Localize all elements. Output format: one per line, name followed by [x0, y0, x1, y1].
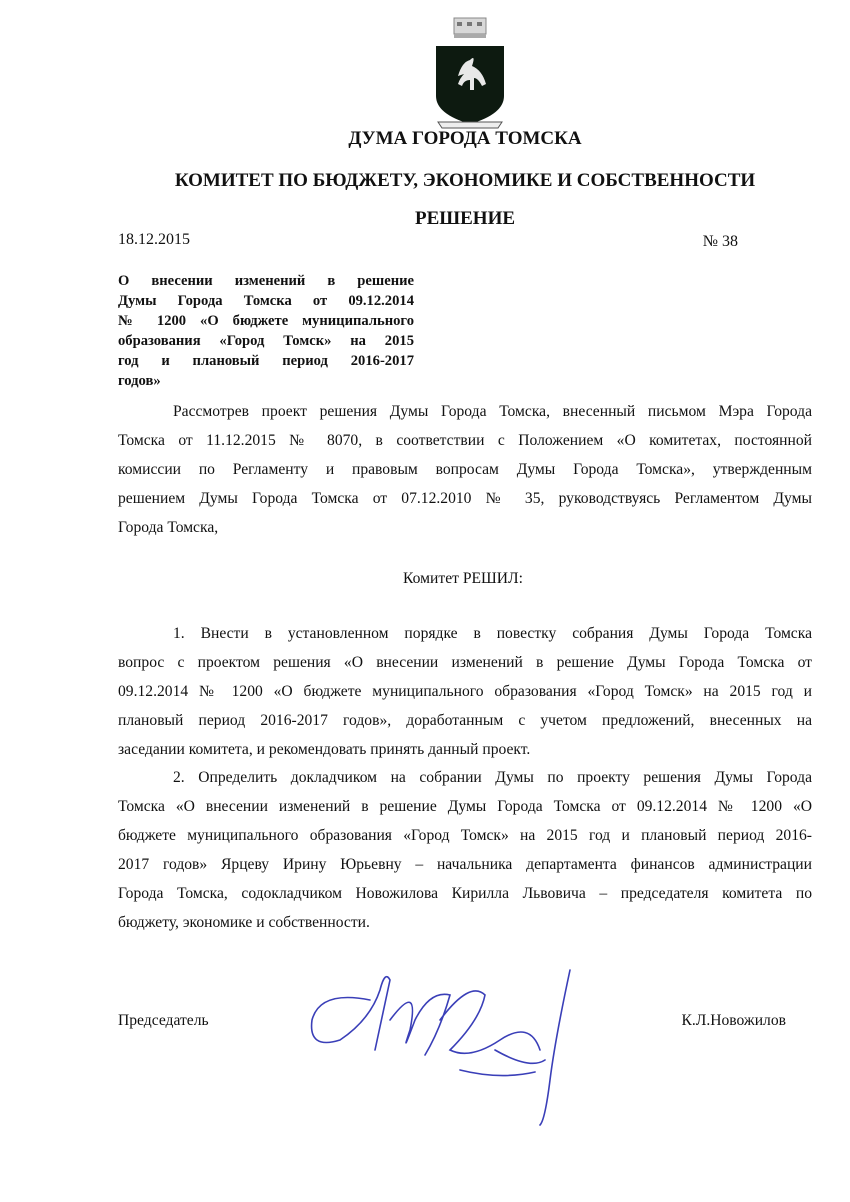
document-type: РЕШЕНИЕ — [414, 208, 516, 229]
subject-line: О внесении изменений в решение — [118, 273, 414, 289]
text-line: комиссии по Регламенту и правовым вопросам Думы Города Томска», утвержденным — [118, 461, 812, 478]
preamble-paragraph — [118, 397, 812, 542]
document-number: № 38 — [702, 233, 738, 250]
text-line: плановый период 2016-2017 годов», доработанным с учетом предложений, внесенных на — [118, 712, 812, 729]
signatory-role: Председатель — [118, 1012, 209, 1029]
item-2-paragraph — [118, 763, 812, 937]
text-line: Томска «О внесении изменений в решение Думы Города Томска от 09.12.2014 № 1200 «О — [118, 798, 812, 815]
resolved-heading: Комитет РЕШИЛ: — [403, 570, 523, 587]
subject-line: годов» — [118, 373, 161, 389]
text-line: Томска от 11.12.2015 № 8070, в соответствии с Положением «О комитетах, постоянной — [118, 432, 812, 449]
subject-block — [118, 271, 414, 391]
subject-line: № 1200 «О бюджете муниципального — [118, 313, 414, 329]
text-line: 2017 годов» Ярцеву Ирину Юрьевну – начальника департамента финансов администрации — [118, 856, 812, 873]
text-line: вопрос с проектом решения «О внесении изменений в решение Думы Города Томска от — [118, 654, 812, 671]
document-date: 18.12.2015 — [118, 231, 190, 248]
text-line: Рассмотрев проект решения Думы Города Томска, внесенный письмом Мэра Города — [173, 403, 812, 420]
text-line: заседании комитета, и рекомендовать принять данный проект. — [118, 741, 531, 758]
text-line: Города Томска, содокладчиком Новожилова Кирилла Львовича – председателя комитета по — [118, 885, 812, 902]
subject-line: Думы Города Томска от 09.12.2014 — [118, 293, 414, 309]
organization-title: ДУМА ГОРОДА ТОМСКА — [348, 128, 582, 149]
subject-line: образования «Город Томск» на 2015 — [118, 333, 414, 349]
text-line: решением Думы Города Томска от 07.12.2010 № 35, руководствуясь Регламентом Думы — [118, 490, 812, 507]
text-line: 1. Внести в установленном порядке в повестку собрания Думы Города Томска — [173, 625, 812, 642]
handwritten-signature — [300, 960, 590, 1130]
signatory-name: К.Л.Новожилов — [681, 1012, 786, 1029]
text-line: 09.12.2014 № 1200 «О бюджете муниципального образования «Город Томск» на 2015 год и — [118, 683, 812, 700]
text-line: 2. Определить докладчиком на собрании Думы по проекту решения Думы Города — [173, 769, 812, 786]
item-1-paragraph — [118, 619, 812, 764]
committee-title: КОМИТЕТ ПО БЮДЖЕТУ, ЭКОНОМИКЕ И СОБСТВЕННОСТИ — [174, 170, 756, 191]
text-line: бюджету, экономике и собственности. — [118, 914, 370, 931]
text-line: бюджете муниципального образования «Город Томск» на 2015 год и плановый период 2016- — [118, 827, 812, 844]
coat-of-arms-icon — [432, 14, 508, 134]
text-line: Города Томска, — [118, 519, 219, 536]
subject-line: год и плановый период 2016-2017 — [118, 353, 414, 369]
